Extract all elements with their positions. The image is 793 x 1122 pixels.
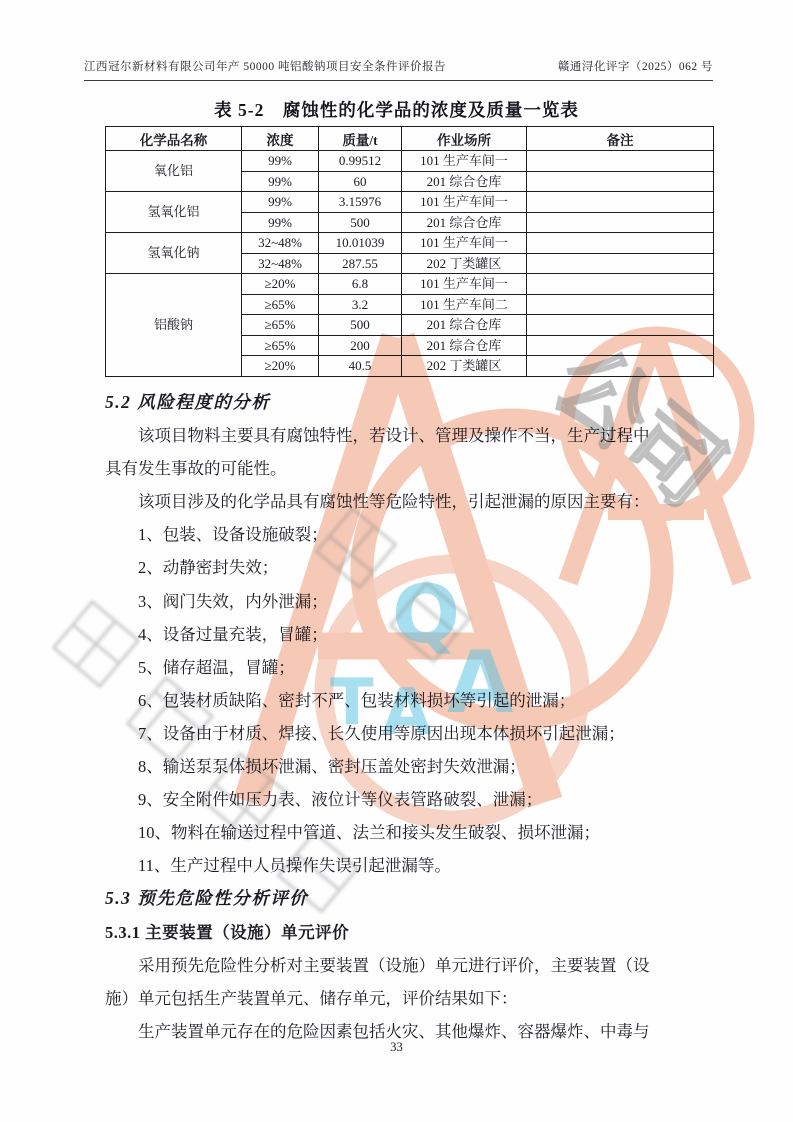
cell-mass: 6.8	[319, 274, 402, 295]
col-remark: 备注	[527, 127, 714, 151]
paragraph-line: 该项目物料主要具有腐蚀特性，若设计、管理及操作不当，生产过程中	[138, 426, 650, 446]
page-number: 33	[390, 1040, 403, 1054]
list-item: 11、生产过程中人员操作失误引起泄漏等。	[138, 856, 451, 876]
list-item: 4、设备过量充装，冒罐；	[138, 624, 328, 644]
chemical-name: 铝酸钠	[106, 274, 242, 377]
cell-workplace: 201 综合仓库	[402, 171, 527, 192]
col-mass: 质量/t	[319, 127, 402, 151]
cell-concentration: ≥65%	[242, 294, 319, 315]
cell-workplace: 101 生产车间一	[402, 192, 527, 213]
table-row	[106, 274, 714, 295]
cell-workplace: 201 综合仓库	[402, 212, 527, 233]
paragraph-line: 施）单元包括生产装置单元、储存单元，评价结果如下：	[105, 988, 518, 1008]
watermark-letter-a: A	[382, 676, 432, 750]
table-row	[106, 151, 714, 172]
page-header	[84, 58, 713, 81]
cell-mass: 40.5	[319, 356, 402, 377]
list-item: 8、输送泵泵体损坏泄漏、密封压盖处密封失效泄漏；	[138, 757, 526, 777]
paragraph-line: 采用预先危险性分析对主要装置（设施）单元进行评价，主要装置（设	[138, 955, 650, 975]
paragraph-line: 生产装置单元存在的危险因素包括火灾、其他爆炸、容器爆炸、中毒与	[138, 1021, 650, 1041]
cell-concentration: 99%	[242, 151, 319, 172]
cell-remark	[527, 253, 714, 274]
cell-mass: 500	[319, 212, 402, 233]
cell-remark	[527, 233, 714, 254]
cell-concentration: 99%	[242, 171, 319, 192]
cell-remark	[527, 192, 714, 213]
cell-concentration: ≥20%	[242, 356, 319, 377]
chemicals-table	[105, 126, 714, 377]
cell-workplace: 101 生产车间一	[402, 151, 527, 172]
list-item: 7、设备由于材质、焊接、长久使用等原因出现本体损坏引起泄漏；	[138, 723, 625, 743]
section-5-3-1-heading: 5.3.1 主要装置（设施）单元评价	[105, 922, 350, 942]
list-item: 2、动静密封失效；	[138, 558, 279, 578]
header-document-number: 赣通浔化评字（2025）062 号	[557, 61, 713, 73]
cell-remark	[527, 294, 714, 315]
cell-concentration: 99%	[242, 192, 319, 213]
header-report-title: 江西冠尔新材料有限公司年产 50000 吨铝酸钠项目安全条件评价报告	[84, 61, 446, 73]
cell-mass: 3.15976	[319, 192, 402, 213]
cell-workplace: 201 综合仓库	[402, 315, 527, 336]
watermark-letter-q: Q	[392, 568, 461, 661]
cell-mass: 60	[319, 171, 402, 192]
table-row	[106, 233, 714, 254]
cell-remark	[527, 212, 714, 233]
chemical-name: 氢氧化铝	[106, 192, 242, 233]
cell-workplace: 202 丁类罐区	[402, 253, 527, 274]
table-caption: 表 5-2 腐蚀性的化学品的浓度及质量一览表	[214, 100, 579, 120]
col-workplace: 作业场所	[402, 127, 527, 151]
cell-workplace: 101 生产车间二	[402, 294, 527, 315]
cell-workplace: 101 生产车间一	[402, 274, 527, 295]
list-item: 9、安全附件如压力表、液位计等仪表管路破裂、泄漏；	[138, 790, 543, 810]
paragraph-line: 该项目涉及的化学品具有腐蚀性等危险特性，引起泄漏的原因主要有：	[138, 492, 650, 512]
list-item: 3、阀门失效，内外泄漏；	[138, 591, 328, 611]
watermark-letter-a2: A	[447, 633, 514, 733]
section-5-2-heading: 5.2 风险程度的分析	[105, 392, 271, 412]
cell-mass: 10.01039	[319, 233, 402, 254]
cell-concentration: ≥65%	[242, 315, 319, 336]
cell-mass: 3.2	[319, 294, 402, 315]
cell-mass: 500	[319, 315, 402, 336]
list-item: 10、物料在输送过程中管道、法兰和接头发生破裂、损坏泄漏；	[138, 823, 600, 843]
cell-remark	[527, 171, 714, 192]
cell-concentration: ≥20%	[242, 274, 319, 295]
list-item: 6、包装材质缺陷、密封不严、包装材料损坏等引起的泄漏；	[138, 690, 576, 710]
cell-remark	[527, 315, 714, 336]
body-content	[105, 386, 713, 1048]
cell-concentration: ≥65%	[242, 335, 319, 356]
table-header-row	[106, 127, 714, 151]
list-item: 5、储存超温，冒罐；	[138, 657, 295, 677]
cell-workplace: 202 丁类罐区	[402, 356, 527, 377]
cell-workplace: 201 综合仓库	[402, 335, 527, 356]
cell-workplace: 101 生产车间一	[402, 233, 527, 254]
col-concentration: 浓度	[242, 127, 319, 151]
section-5-3-heading: 5.3 预先危险性分析评价	[105, 888, 309, 909]
chemical-name: 氧化铝	[106, 151, 242, 192]
cell-mass: 287.55	[319, 253, 402, 274]
cell-remark	[527, 274, 714, 295]
col-chemical-name: 化学品名称	[106, 127, 242, 151]
watermark-visible-text: 公司	[535, 329, 742, 526]
chemical-name: 氢氧化钠	[106, 233, 242, 274]
cell-remark	[527, 356, 714, 377]
cell-mass: 200	[319, 335, 402, 356]
paragraph-line: 具有发生事故的可能性。	[105, 459, 287, 479]
cell-remark	[527, 335, 714, 356]
list-item: 1、包装、设备设施破裂；	[138, 525, 328, 545]
watermark-letter-t: T	[330, 666, 374, 740]
cell-concentration: 32~48%	[242, 233, 319, 254]
table-row	[106, 192, 714, 213]
cell-mass: 0.99512	[319, 151, 402, 172]
cell-concentration: 99%	[242, 212, 319, 233]
cell-concentration: 32~48%	[242, 253, 319, 274]
cell-remark	[527, 151, 714, 172]
